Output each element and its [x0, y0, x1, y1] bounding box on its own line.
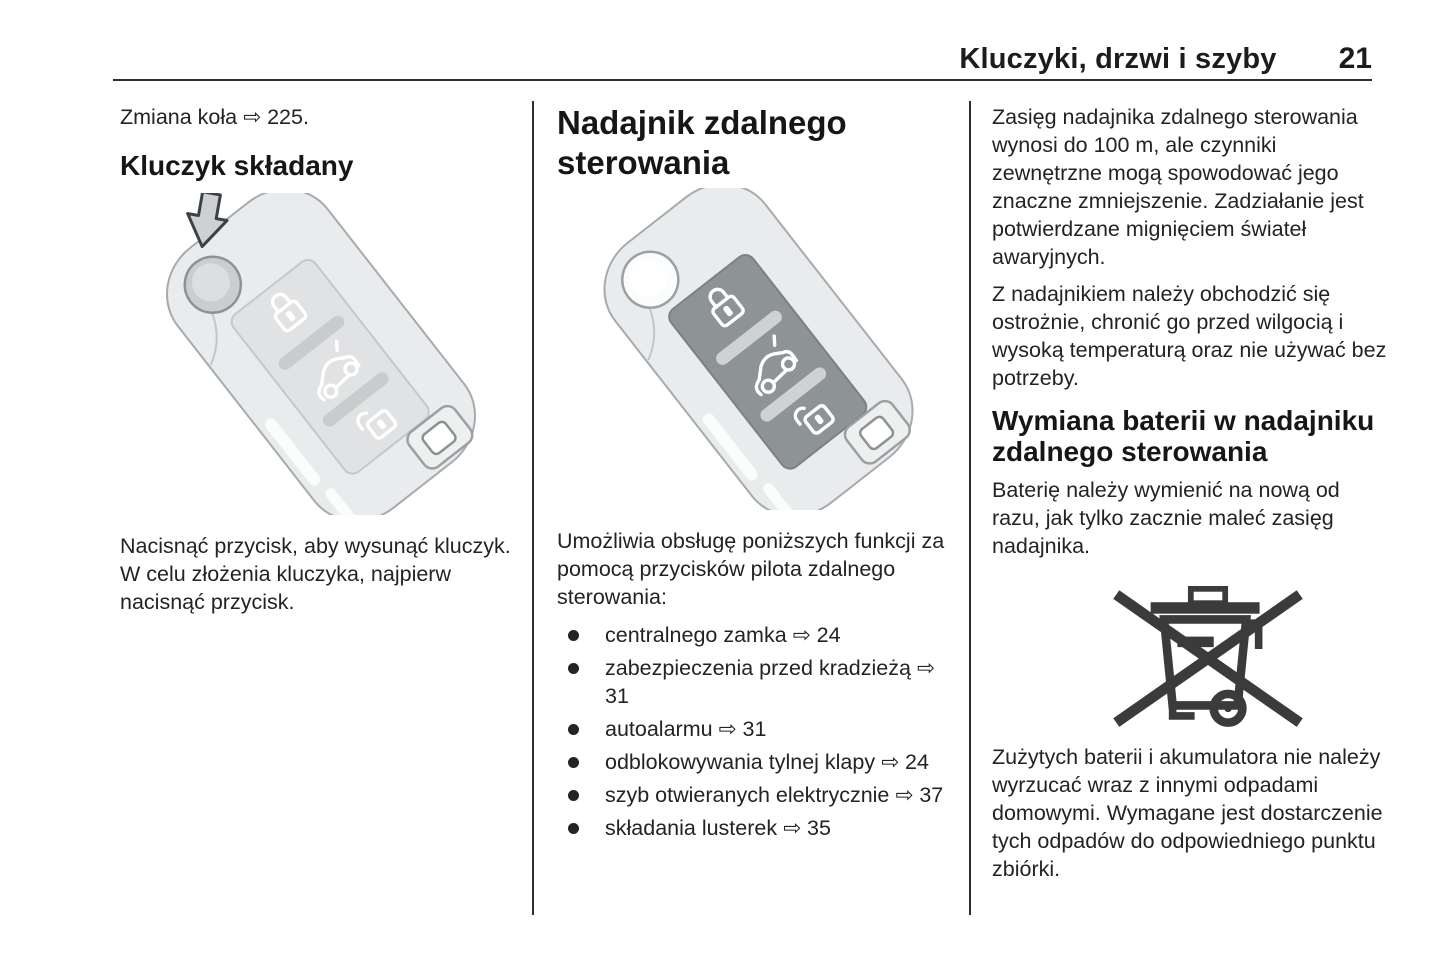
column-2	[557, 103, 960, 842]
list-item: składania lusterek ⇨ 35	[557, 814, 960, 842]
weee-figure	[1078, 564, 1338, 736]
remote-control-illustration	[557, 188, 960, 510]
folding-key-illustration	[120, 193, 522, 515]
remote-control-figure	[557, 188, 960, 510]
page-number: 21	[1338, 42, 1372, 75]
disposal-paragraph: Zużytych baterii i akumulatora nie należy wyrzucać wraz z innymi odpadami domowymi. Wymagane jest dostarczenie tych odpadów do odpowiedniego punktu zbiórki.	[992, 745, 1383, 881]
remote-functions-intro: Umożliwia obsługę poniższych funkcji za pomocą przycisków pilota zdalnego sterowania:	[557, 529, 945, 609]
list-item: zabezpieczenia przed kradzieżą ⇨ 31	[557, 654, 960, 710]
folding-key-paragraph: Nacisnąć przycisk, aby wysunąć kluczyk. W celu złożenia kluczyka, najpierw nacisnąć przycisk.	[120, 534, 511, 614]
section-heading-battery-replacement: Wymiana baterii w nadajniku zdalnego sterowania	[992, 405, 1375, 467]
battery-paragraph: Baterię należy wymienić na nową od razu, jak tylko zacznie maleć zasięg nadajnika.	[992, 478, 1340, 558]
list-item: odblokowywania tylnej klapy ⇨ 24	[557, 748, 960, 776]
column-3	[992, 103, 1392, 883]
chapter-title: Kluczyki, drzwi i szyby	[959, 43, 1277, 75]
section-heading-folding-key: Kluczyk składany	[120, 150, 354, 181]
weee-crossed-bin-icon	[1078, 564, 1338, 736]
page-header	[113, 42, 1372, 76]
folding-key-figure	[120, 193, 522, 515]
list-item: szyb otwieranych elektrycznie ⇨ 37	[557, 781, 960, 809]
column-1	[120, 103, 522, 616]
column-divider	[532, 101, 534, 915]
cross-reference-line: Zmiana koła ⇨ 225.	[120, 105, 309, 129]
column-divider	[969, 101, 971, 915]
bin-lid	[1151, 602, 1260, 613]
header-rule	[113, 79, 1372, 81]
handling-paragraph: Z nadajnikiem należy obchodzić się ostrożnie, chronić go przed wilgocią i wysoką temperaturą oraz nie używać bez potrzeby.	[992, 282, 1387, 390]
bin-lid-handle	[1191, 589, 1225, 603]
list-item: centralnego zamka ⇨ 24	[557, 621, 960, 649]
bin-wheel-hub	[1224, 704, 1232, 712]
list-item: autoalarmu ⇨ 31	[557, 715, 960, 743]
section-heading-remote-control: Nadajnik zdalnego sterowania	[557, 104, 847, 181]
range-paragraph: Zasięg nadajnika zdalnego sterowania wynosi do 100 m, ale czynniki zewnętrzne mogą spowodować jego znaczne zmniejszenie. Zadziałanie jest potwierdzane mignięciem świateł awaryjnych.	[992, 105, 1364, 269]
remote-functions-list	[557, 621, 960, 842]
